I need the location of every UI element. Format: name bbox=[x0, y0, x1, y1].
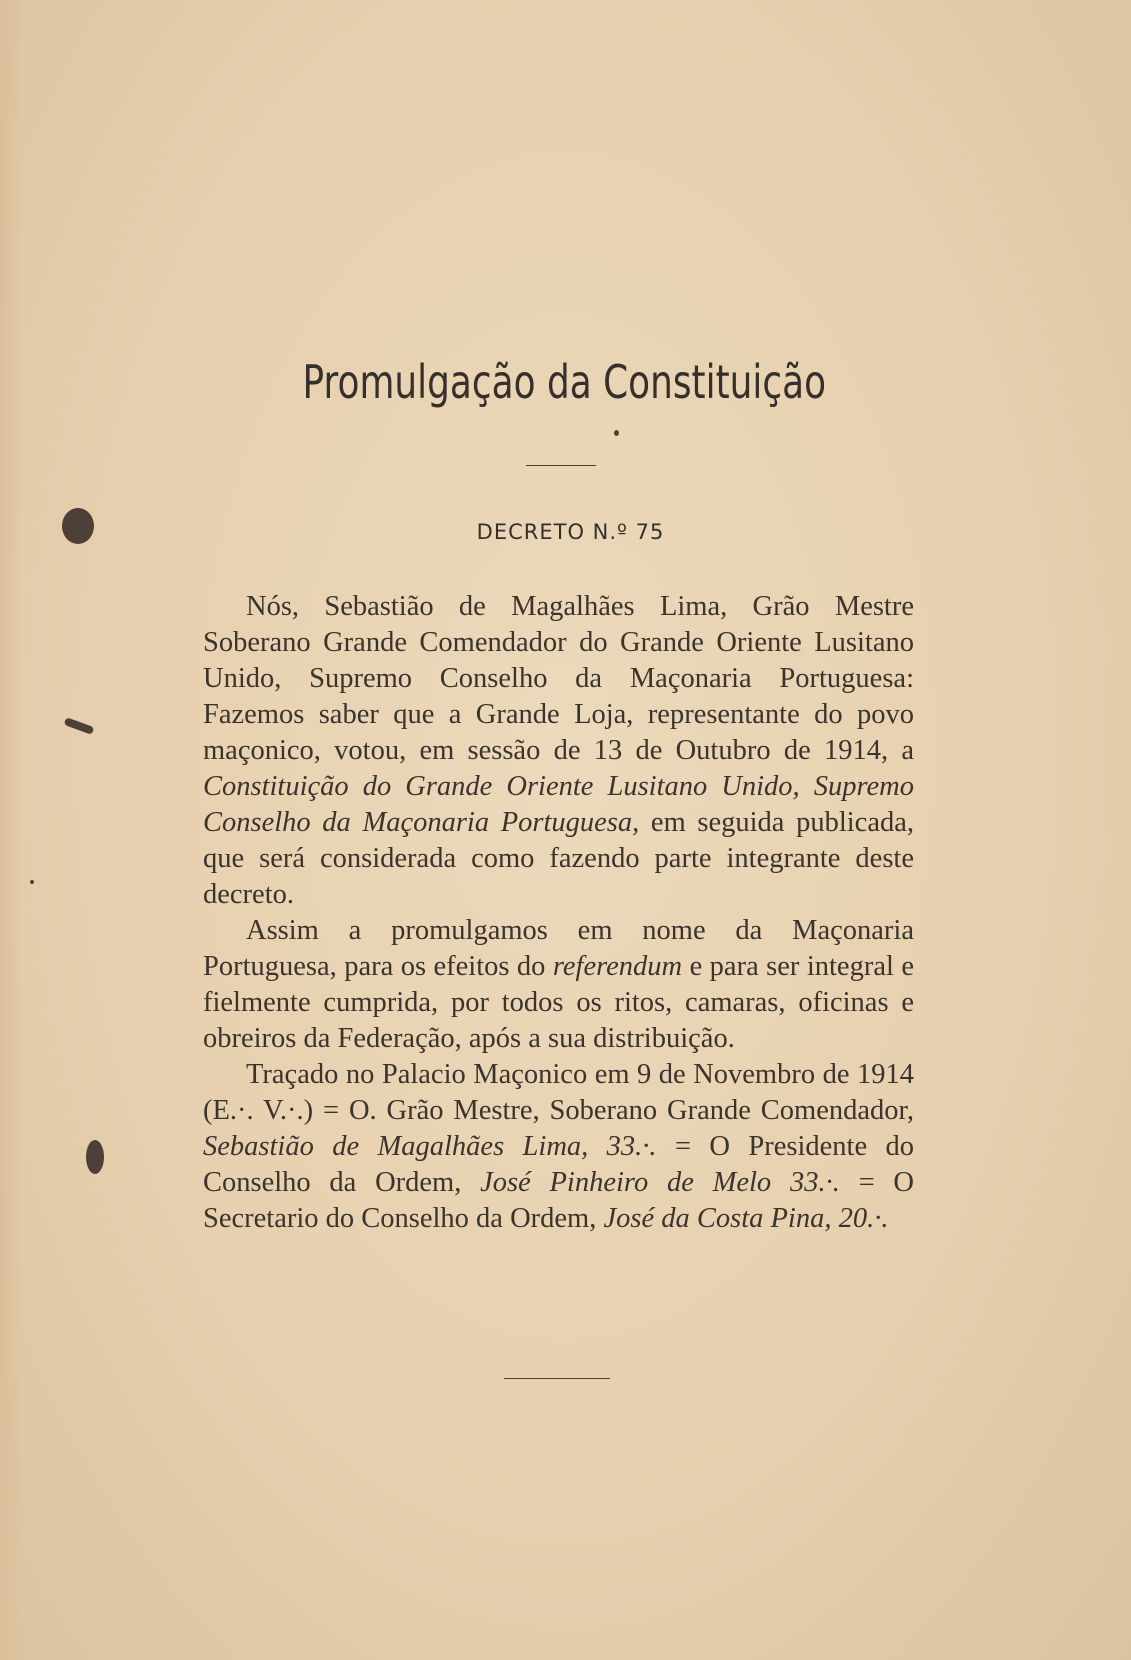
text-segment-italic: referendum bbox=[552, 951, 683, 982]
binding-hole-mark bbox=[86, 1140, 104, 1174]
paragraph-signatures bbox=[203, 1057, 914, 1237]
text-segment: = O Secretario do Conselho da Ordem, bbox=[203, 1167, 915, 1234]
paper-speck bbox=[614, 430, 619, 436]
text-segment: e para ser integral e fielmente cumprida, por todos os ritos, camaras, oficinas e obreiros da Federação, após a sua distribuição. bbox=[203, 951, 914, 1054]
text-segment: em seguida publicada, que será considerada como fazendo parte integrante deste decreto. bbox=[203, 807, 914, 910]
closing-divider bbox=[504, 1378, 610, 1379]
signature-grand-master: Sebastião de Magalhães Lima, 33.·. bbox=[203, 1131, 657, 1162]
text-segment-italic: Constituição do Grande Oriente Lusitano Unido, Supremo Conselho da Maçonaria Portuguesa, bbox=[203, 771, 914, 838]
text-segment: Nós, Sebastião de Magalhães Lima, Grão Mestre Soberano Grande Comendador do Grande Oriente Lusitano Unido, Supremo Conselho da Maçonaria Portuguesa: Fazemos saber que a Grande Loja, representante do povo maçonico, votou, em sessão de 13 de Outubro de 1914, a bbox=[203, 591, 914, 766]
text-segment: Assim a promulgamos em nome da Maçonaria Portuguesa, para os efeitos do bbox=[203, 915, 914, 982]
title-divider bbox=[526, 465, 596, 466]
text-segment: = O Presidente do Conselho da Ordem, bbox=[203, 1131, 915, 1198]
decree-body bbox=[203, 589, 914, 1237]
paper-speck bbox=[30, 880, 34, 884]
binding-hole-mark bbox=[64, 717, 95, 735]
page-edge-shadow bbox=[0, 0, 22, 1660]
document-title: Promulgação da Constituição bbox=[302, 355, 827, 409]
binding-hole-mark bbox=[62, 508, 94, 544]
signature-president: José Pinheiro de Melo 33.·. bbox=[480, 1167, 840, 1198]
paragraph-proclamation bbox=[203, 589, 914, 913]
paragraph-promulgation bbox=[203, 913, 914, 1057]
text-segment: Traçado no Palacio Maçonico em 9 de Novembro de 1914 (E.·. V.·.) = O. Grão Mestre, Soberano Grande Comendador, bbox=[203, 1059, 914, 1126]
signature-secretary: José da Costa Pina, 20.·. bbox=[603, 1203, 889, 1234]
decree-heading: DECRETO N.º 75 bbox=[476, 520, 665, 544]
